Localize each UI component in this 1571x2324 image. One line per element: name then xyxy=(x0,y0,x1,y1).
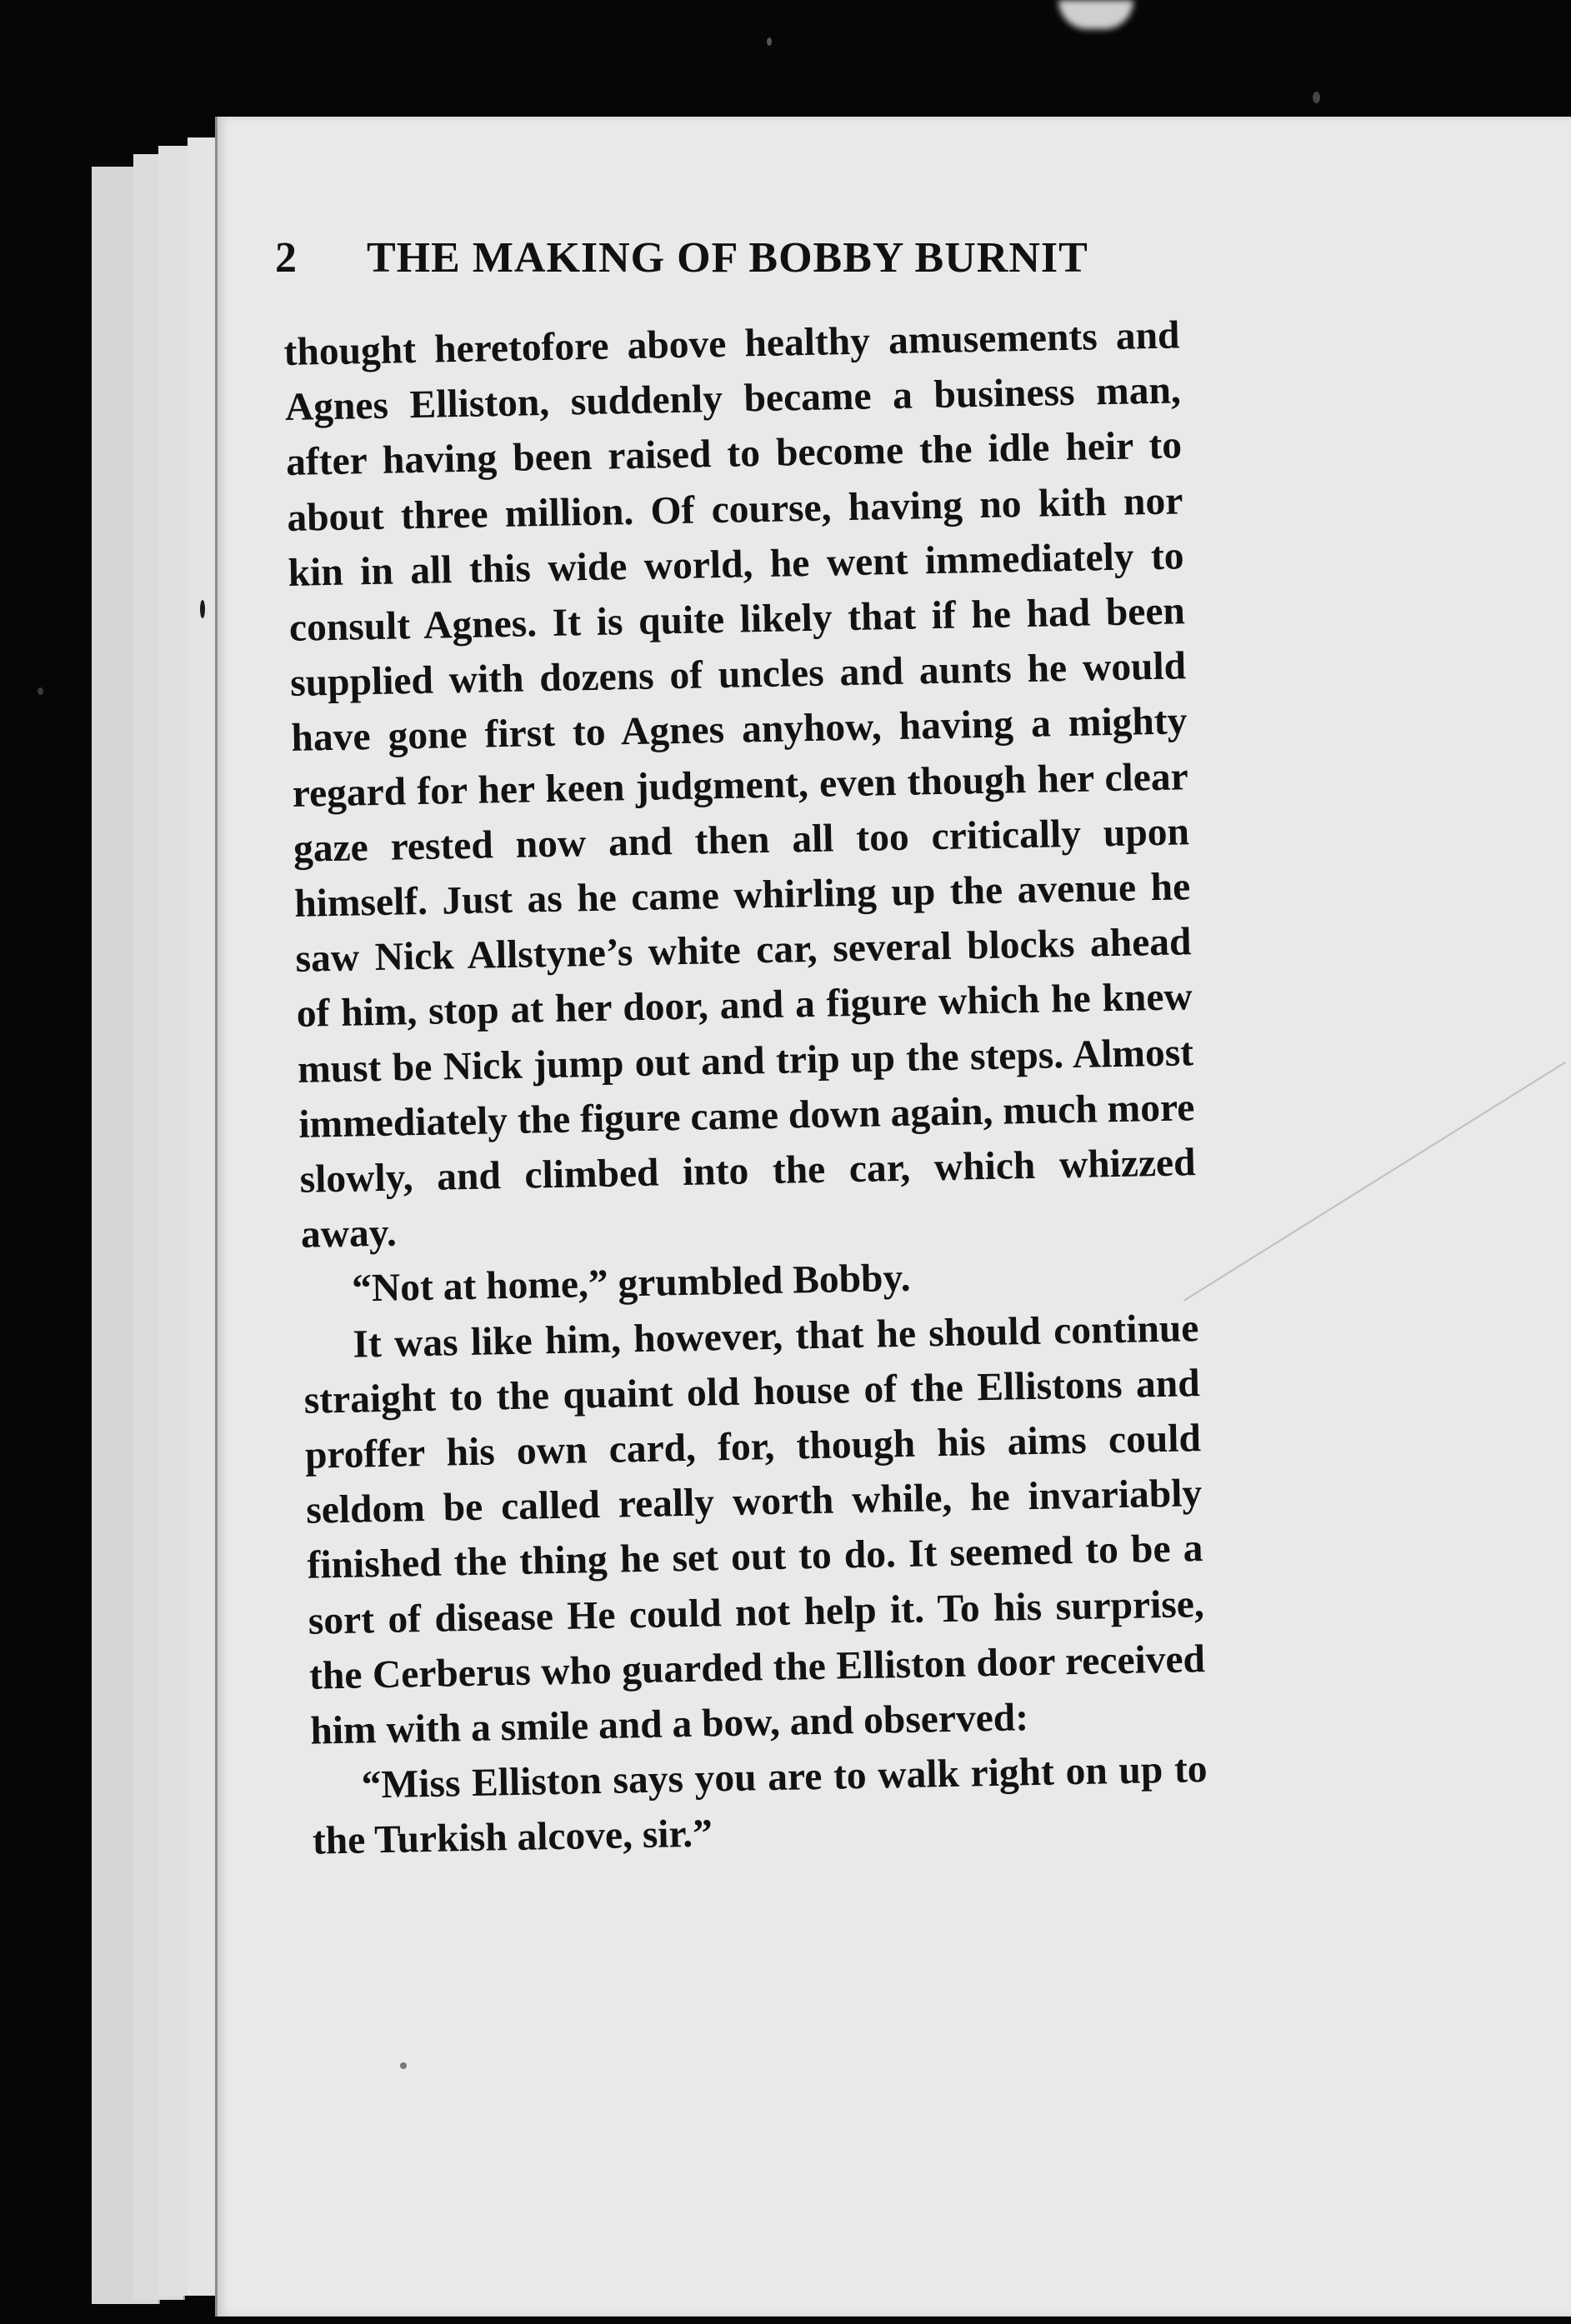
dust-speck xyxy=(767,37,772,46)
dust-speck xyxy=(1313,92,1320,103)
page-number: 2 xyxy=(275,234,297,282)
paragraph: It was like him, however, that he should continue straight to the quaint old house of the Ellistons and proffer his own card, for, though his aims could seldom be called really worth while, he invariably finished the thing he set out to do. It seemed to be a sort of disease He could not help it. To his surprise, the Cerberus who guarded the Elliston door received him with a smile and a bow, and observed: xyxy=(303,1306,1206,1753)
dust-speck xyxy=(400,2062,407,2069)
body-text xyxy=(283,307,1208,1869)
paragraph: “Not at home,” grumbled Bobby. xyxy=(351,1257,911,1312)
paragraph: thought heretofore above healthy amusements and Agnes Elliston, suddenly became a business man, after having been raised to become the idle heir to about three million. Of course, having no kith nor kin in all this wide world, he went immediately to consult Agnes. It is quite likely that if he had been supplied with dozens of uncles and aunts he would have gone first to Agnes anyhow, having a mighty regard for her keen judgment, even though her clear gaze rested now and then all too critically upon himself. Just as he came whirling up the avenue he saw Nick Allstyne’s white car, several blocks ahead of him, stop at her door, and a figure which he knew must be Nick jump out and trip up the steps. Almost immediately the figure came down again, much more slowly, and climbed into the car, which whizzed away. xyxy=(283,313,1196,1257)
page-header xyxy=(275,221,1171,296)
dust-speck xyxy=(200,600,205,618)
light-flare xyxy=(1058,0,1133,29)
paragraph: “Miss Elliston says you are to walk right on up to the Turkish alcove, sir.” xyxy=(312,1747,1208,1864)
dust-speck xyxy=(38,687,43,695)
running-title: THE MAKING OF BOBBY BURNIT xyxy=(367,234,1088,282)
